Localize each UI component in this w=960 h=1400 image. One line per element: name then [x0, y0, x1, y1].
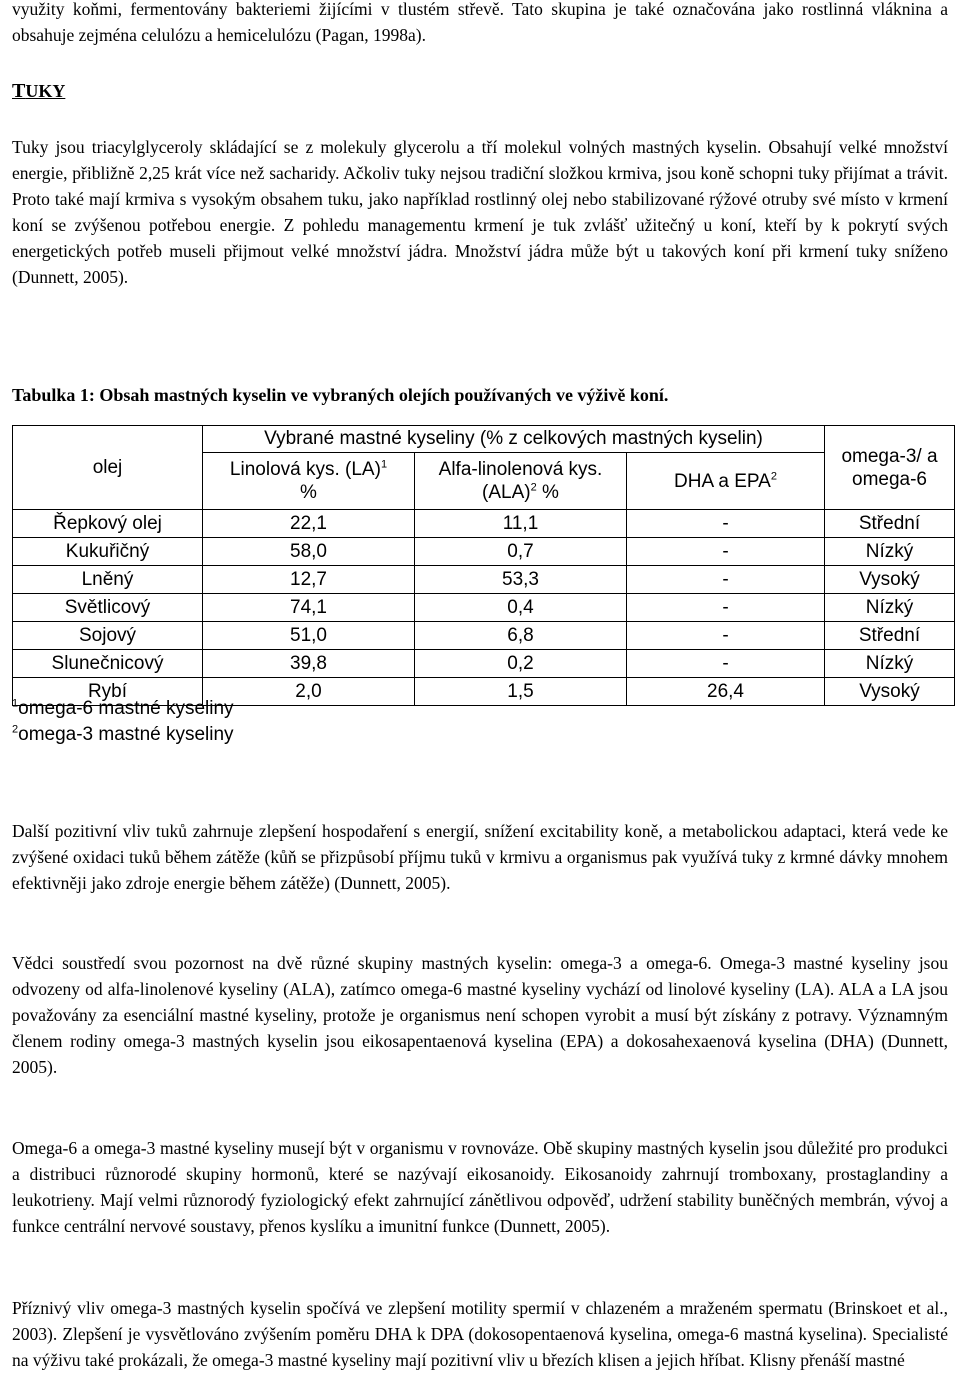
- cell-dha: -: [627, 594, 825, 622]
- footnote-1-mark: 1: [12, 697, 19, 710]
- paragraph-3: Vědci soustředí svou pozornost na dvě různé skupiny mastných kyselin: omega-3 a omega-6. Omega-3 mastné kyseliny jsou odvozeny od alfa-linolenové kyseliny (ALA), zatímco omega-6 mastné kyseliny vychází od linolové kyseliny (LA). ALA a LA jsou považovány za esenciální mastné kyseliny, protože je organismus není schopen vyrobit a musí být získány z potravy. Významným členem rodiny omega-3 mastných kyselin jsou eikosapentaenová kyselina (EPA) a dokosahexaenová kyselina (DHA) (Dunnett, 2005).: [12, 953, 948, 1077]
- header-ala-abbr: (ALA): [482, 482, 531, 503]
- header-group: Vybrané mastné kyseliny (% z celkových mastných kyselin): [203, 426, 825, 453]
- paragraph-5: Příznivý vliv omega-3 mastných kyselin spočívá ve zlepšení motility spermií v chlazeném a mraženém spermatu (Brinskoet et al., 2003). Zlepšení je vysvětlováno zvýšením poměru DHA k DPA (dokosopentaenová kyselina, omega-6 mastná kyselina). Specialisté na výživu také prokázali, že omega-3 mastné kyseliny mají pozitivní vliv u březích klisen a jejich hříbat. Klisny přenáší mastné: [12, 1298, 948, 1370]
- cell-oil: Řepkový olej: [13, 510, 203, 538]
- footnote-2-text: omega-3 mastné kyseliny: [18, 724, 234, 745]
- footnote-1-text: omega-6 mastné kyseliny: [18, 698, 234, 719]
- header-ratio: [825, 426, 955, 510]
- footnote-1: [12, 698, 234, 720]
- paragraph-4: Omega-6 a omega-3 mastné kyseliny musejí být v organismu v rovnováze. Obě skupiny mastných kyselin jsou důležité pro produkci a distribuci různorodé skupiny hormonů, které se nazývají eikosanoidy. Eikosanoidy zahrnují tromboxany, prostaglandiny a leukotrieny. Mají velmi různorodý fyziologický efekt zahrnující zánětlivou odpověď, udržení stability buněčných membrán, vývoj a funkce centrální nervové soustavy, přenos kyslíku a imunitní funkce (Dunnett, 2005).: [12, 1138, 948, 1236]
- table-row: [13, 650, 955, 678]
- cell-ala: 0,2: [415, 650, 627, 678]
- cell-dha: -: [627, 566, 825, 594]
- header-oil: olej: [13, 426, 203, 510]
- cell-ratio: Nízký: [825, 538, 955, 566]
- header-dha-text: DHA a EPA: [674, 470, 771, 492]
- cell-la: 39,8: [203, 650, 415, 678]
- table-row: [13, 510, 955, 538]
- cell-la: 74,1: [203, 594, 415, 622]
- cell-la: 12,7: [203, 566, 415, 594]
- cell-la: 51,0: [203, 622, 415, 650]
- cell-ratio: Vysoký: [825, 566, 955, 594]
- table-row: [13, 538, 955, 566]
- cell-dha: -: [627, 510, 825, 538]
- header-dha: [627, 453, 825, 510]
- intro-paragraph: využity koňmi, fermentovány bakteriemi žijícími v tlustém střevě. Tato skupina je také označována jako rostlinná vláknina a obsahuje zejména celulózu a hemicelulózu (Pagan, 1998a).: [12, 0, 948, 45]
- footnote-2: [12, 724, 234, 746]
- cell-la: 2,0: [203, 678, 415, 706]
- header-ratio-line2: omega-6: [852, 468, 927, 490]
- cell-ala: 1,5: [415, 678, 627, 706]
- cell-oil: Sojový: [13, 622, 203, 650]
- cell-ratio: Střední: [825, 622, 955, 650]
- cell-dha: 26,4: [627, 678, 825, 706]
- footnote-2-mark: 2: [12, 723, 19, 736]
- fats-paragraph: Tuky jsou triacylglyceroly skládající se z molekuly glycerolu a tří molekul volných mastných kyselin. Obsahují velké množství energie, přibližně 2,25 krát více než sacharidy. Ačkoliv tuky nejsou tradiční složkou krmiva, jsou koně schopni tuky přijímat a trávit. Proto také mají krmiva s vysokým obsahem tuku, jako například rostlinný olej nebo stabilizované rýžové otruby své místo v krmení koní se zvýšenou potřebou energie. Z pohledu managementu krmení je tuk zvlášť užitečný u koní, kteří by k pokrytí svých energetických potřeb museli přijmout velké množství jádra. Množství jádra může být u takových koní při krmení tuky sníženo (Dunnett, 2005).: [12, 137, 948, 287]
- header-la-unit: %: [300, 482, 317, 503]
- cell-dha: -: [627, 622, 825, 650]
- cell-oil: Světlicový: [13, 594, 203, 622]
- cell-oil: Lněný: [13, 566, 203, 594]
- cell-dha: -: [627, 538, 825, 566]
- paragraph-2: Další pozitivní vliv tuků zahrnuje zlepšení hospodaření s energií, snížení excitability koně, a metabolickou adaptaci, která vede ke zvýšené oxidaci tuků během zátěže (kůň se přizpůsobí příjmu tuků v krmivu a organismus pak využívá tuky z krmné dávky mnohem efektivněji jako zdroje energie během zátěže) (Dunnett, 2005).: [12, 821, 948, 893]
- header-dha-sup: 2: [770, 470, 777, 483]
- cell-ratio: Nízký: [825, 650, 955, 678]
- header-la-sup: 1: [380, 458, 388, 471]
- fatty-acid-table: [12, 425, 955, 706]
- cell-ala: 53,3: [415, 566, 627, 594]
- section-heading-rest: UKY: [25, 81, 66, 101]
- cell-oil: Rybí: [13, 678, 203, 706]
- cell-ala: 0,7: [415, 538, 627, 566]
- header-ratio-line1: omega-3/ a: [841, 445, 938, 467]
- cell-dha: -: [627, 650, 825, 678]
- header-ala-unit: %: [536, 482, 559, 503]
- table-body: [13, 510, 955, 706]
- table-row: [13, 594, 955, 622]
- cell-la: 22,1: [203, 510, 415, 538]
- cell-la: 58,0: [203, 538, 415, 566]
- header-ala: [415, 453, 627, 510]
- header-ala-text: Alfa-linolenová kys.: [438, 459, 603, 480]
- cell-oil: Slunečnicový: [13, 650, 203, 678]
- cell-ala: 0,4: [415, 594, 627, 622]
- cell-ratio: Střední: [825, 510, 955, 538]
- cell-oil: Kukuřičný: [13, 538, 203, 566]
- cell-ala: 11,1: [415, 510, 627, 538]
- header-la-text: Linolová kys. (LA): [229, 459, 381, 480]
- cell-ratio: Nízký: [825, 594, 955, 622]
- table-caption: Tabulka 1: Obsah mastných kyselin ve vybraných olejích používaných ve výživě koní.: [12, 385, 669, 405]
- section-heading-initial: T: [12, 80, 26, 102]
- table-row: [13, 566, 955, 594]
- table-row: [13, 622, 955, 650]
- header-la: [203, 453, 415, 510]
- cell-ala: 6,8: [415, 622, 627, 650]
- cell-ratio: Vysoký: [825, 678, 955, 706]
- header-ala-sup: 2: [530, 481, 537, 494]
- section-heading: [12, 80, 65, 103]
